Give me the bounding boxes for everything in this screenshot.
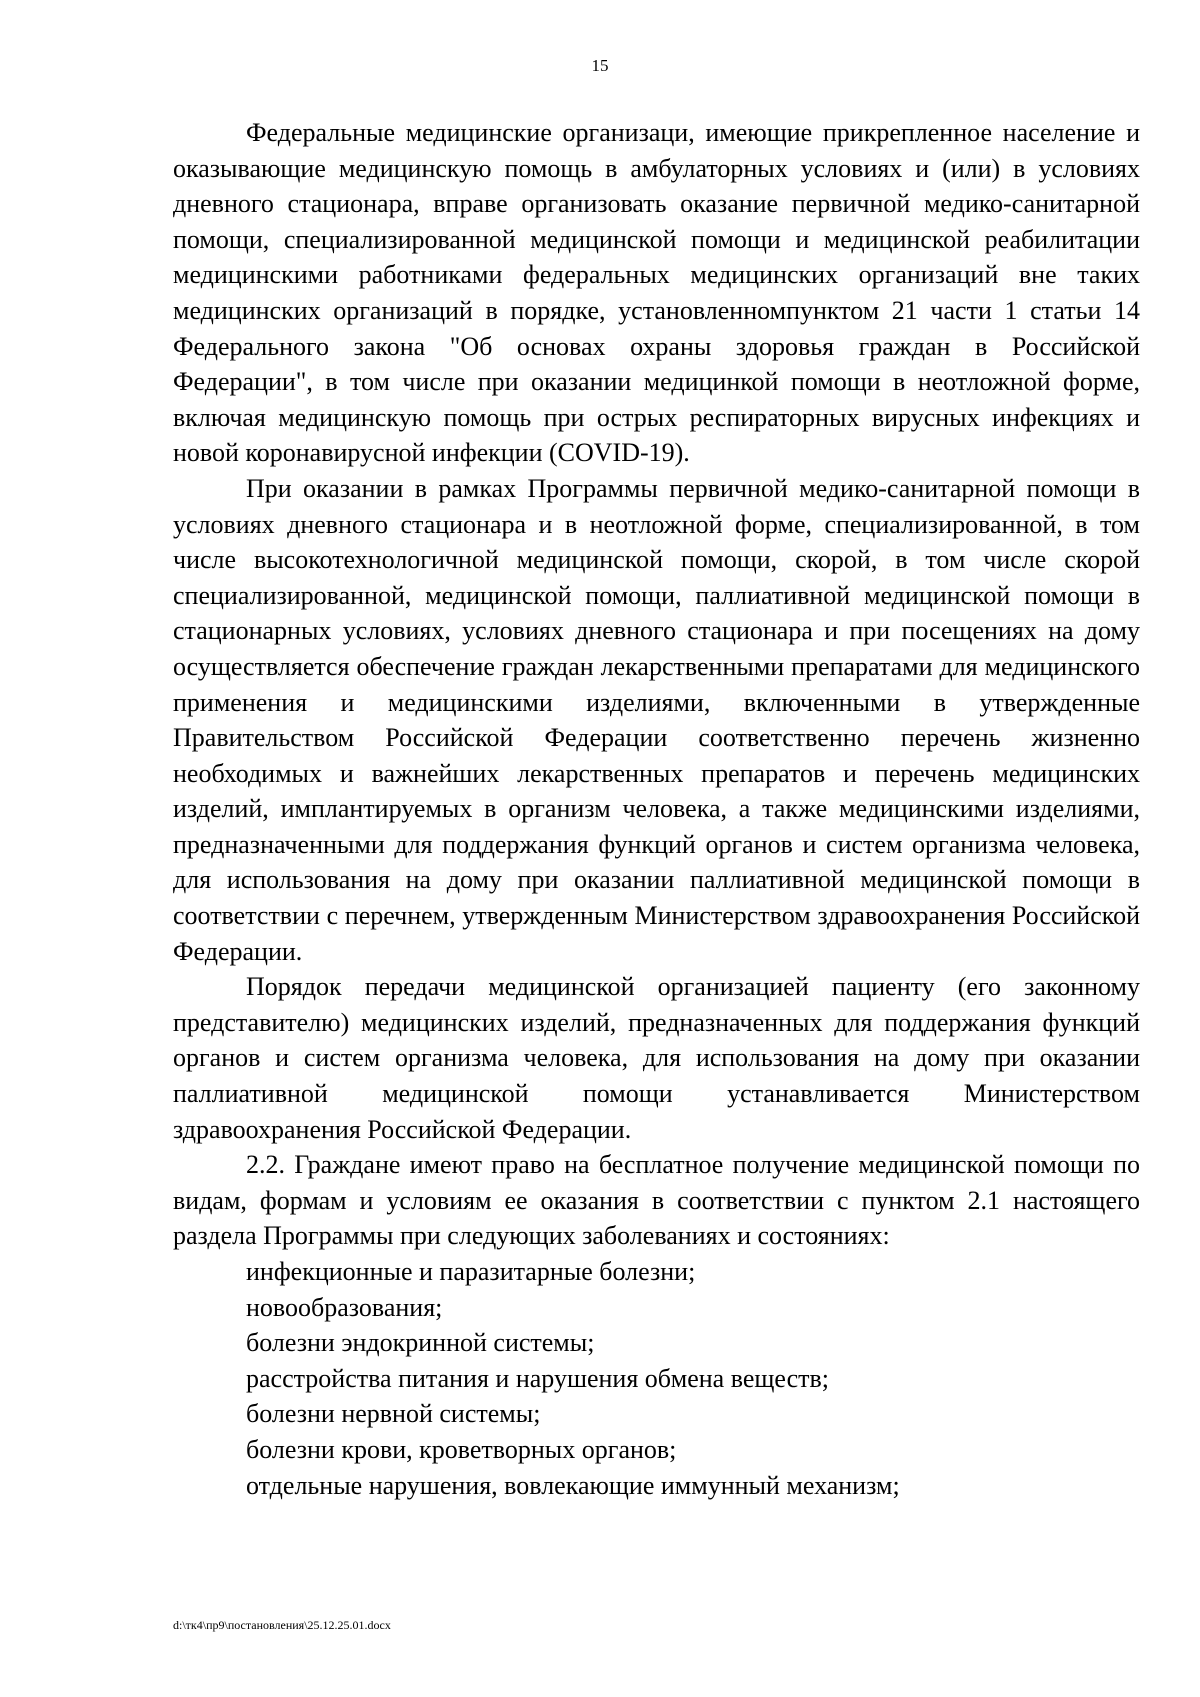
document-body [173,115,1140,1503]
list-item: болезни крови, кроветворных органов; [246,1434,677,1464]
footer-file-path: d:\тк4\пр9\постановления\25.12.25.01.docx [173,1618,391,1632]
paragraph-drug-provision: При оказании в рамках Программы первичной медико-санитарной помощи в условиях дневного стационара и в неотложной форме, специализированной, в том числе высокотехнологичной медицинской помощи, скорой, в том числе скорой специализированной, медицинской помощи, паллиативной медицинской помощи в стационарных условиях, условиях дневного стационара и при посещениях на дому осуществляется обеспечение граждан лекарственными препаратами для медицинского применения и медицинскими изделиями, включенными в утвержденные Правительством Российской Федерации соответственно перечень жизненно необходимых и важнейших лекарственных препаратов и перечень медицинских изделий, имплантируемых в организм человека, а также медицинскими изделиями, предназначенными для поддержания функций органов и систем организма человека, для использования на дому при оказании паллиативной медицинской помощи в соответствии с перечнем, утвержденным Министерством здравоохранения Российской Федерации. [173,473,1140,966]
list-item: болезни эндокринной системы; [246,1328,595,1358]
list-item: отдельные нарушения, вовлекающие иммунный механизм; [246,1470,900,1500]
list-item: инфекционные и паразитарные болезни; [246,1257,696,1286]
list-item: новообразования; [246,1292,443,1322]
paragraph-device-transfer: Порядок передачи медицинской организацией пациенту (его законному представителю) медицинских изделий, предназначенных для поддержания функций органов и систем организма человека, для использования на дому при оказании паллиативной медицинской помощи устанавливается Министерством здравоохранения Российской Федерации. [173,972,1140,1144]
paragraph-federal-organizations: Федеральные медицинские организаци, имеющие прикрепленное население и оказывающие медицинскую помощь в амбулаторных условиях и (или) в условиях дневного стационара, вправе организовать оказание первичной медико-санитарной помощи, специализированной медицинской помощи и медицинской реабилитации медицинскими работниками федеральных медицинских организаций вне таких медицинских организаций в порядке, установленномпунктом 21 части 1 статьи 14 Федерального закона "Об основах охраны здоровья граждан в Российской Федерации", в том числе при оказании медицинкой помощи в неотложной форме, включая медицинскую помощь при острых респираторных вирусных инфекциях и новой коронавирусной инфекции (COVID-19). [173,118,1140,468]
list-item: болезни нервной системы; [246,1399,541,1429]
list-item: расстройства питания и нарушения обмена веществ; [246,1363,829,1393]
page-number: 15 [591,56,609,75]
diseases-list [173,1254,1140,1503]
paragraph-section-2-2: 2.2. Граждане имеют право на бесплатное получение медицинской помощи по видам, формам и условиям ее оказания в соответствии с пунктом 2.1 настоящего раздела Программы при следующих заболеваниях и состояниях: [173,1150,1140,1251]
